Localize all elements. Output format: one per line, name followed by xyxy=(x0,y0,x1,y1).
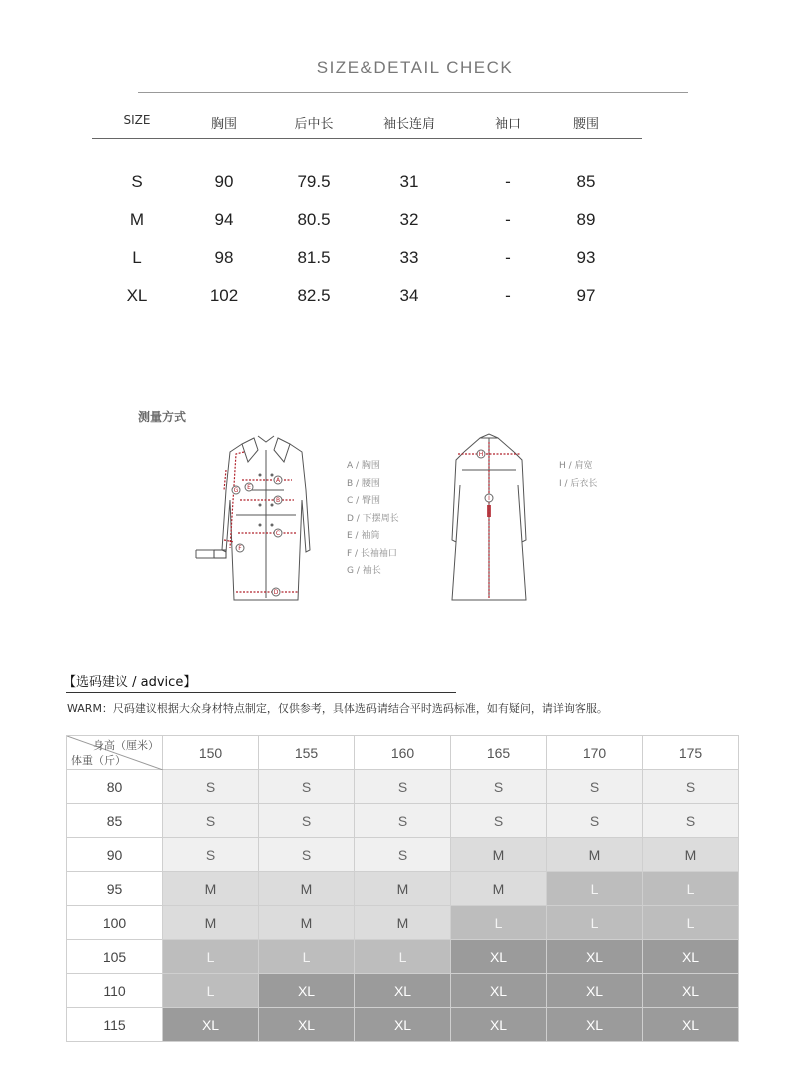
size-cell: S xyxy=(131,172,143,191)
legend-c: C / 臀围 xyxy=(347,496,381,506)
header-bust: 胸围 xyxy=(210,117,237,132)
weight-cell: 110 xyxy=(67,974,163,1008)
marker-g: G xyxy=(233,487,239,494)
marker-b: B xyxy=(275,497,281,504)
size-cell: S xyxy=(547,804,643,838)
size-cell: M xyxy=(259,872,355,906)
size-cell: S xyxy=(259,838,355,872)
size-cell: XL xyxy=(643,1008,739,1042)
size-cell: L xyxy=(259,940,355,974)
size-cell: L xyxy=(163,940,259,974)
size-cell: XL xyxy=(259,974,355,1008)
marker-d: D xyxy=(273,589,279,596)
size-cell: L xyxy=(451,906,547,940)
size-cell: L xyxy=(355,940,451,974)
size-cell: M xyxy=(129,210,145,229)
size-cell: L xyxy=(643,906,739,940)
weight-cell: 90 xyxy=(67,838,163,872)
size-table-divider xyxy=(92,138,642,139)
weight-cell: 85 xyxy=(67,804,163,838)
size-cell: S xyxy=(547,770,643,804)
legend-b: B / 腰围 xyxy=(347,478,380,489)
size-cell: S xyxy=(451,770,547,804)
size-cell: XL xyxy=(355,974,451,1008)
bust-cell: 98 xyxy=(214,248,234,267)
legend-g: G / 袖长 xyxy=(347,566,381,576)
corner-weight-label: 体重（斤） xyxy=(71,755,126,767)
table-row xyxy=(67,906,739,940)
size-cell: S xyxy=(355,804,451,838)
size-cell: XL xyxy=(547,974,643,1008)
marker-i: I xyxy=(488,495,490,502)
size-cell: M xyxy=(451,838,547,872)
size-cell: S xyxy=(259,804,355,838)
size-cell: L xyxy=(547,872,643,906)
cuff-cell: - xyxy=(505,248,511,267)
size-cell: XL xyxy=(451,974,547,1008)
measure-method-label: 测量方式 xyxy=(138,410,187,424)
table-row xyxy=(67,804,739,838)
header-cuff: 袖口 xyxy=(494,117,521,132)
cuff-cell: - xyxy=(505,210,511,229)
size-cell: XL xyxy=(547,1008,643,1042)
waist-cell: 85 xyxy=(576,172,596,191)
size-cell: S xyxy=(259,770,355,804)
length-cell: 79.5 xyxy=(297,172,331,191)
cuff-cell: - xyxy=(505,172,511,191)
size-cell: M xyxy=(259,906,355,940)
legend-e: E / 袖筒 xyxy=(347,531,380,541)
header-back-length: 后中长 xyxy=(294,117,334,132)
height-header-row xyxy=(67,736,739,770)
size-table-header xyxy=(0,113,790,133)
height-170: 170 xyxy=(547,736,643,770)
size-cell: XL xyxy=(643,940,739,974)
legend-i: I / 后衣长 xyxy=(559,478,598,489)
legend-h: H / 肩宽 xyxy=(559,461,593,471)
size-recommendation-table xyxy=(66,735,739,1042)
size-cell: S xyxy=(163,804,259,838)
legend-f: F / 长袖袖口 xyxy=(347,548,397,559)
size-cell: XL xyxy=(355,1008,451,1042)
weight-cell: 105 xyxy=(67,940,163,974)
size-cell: S xyxy=(643,770,739,804)
size-cell: M xyxy=(547,838,643,872)
size-row-s xyxy=(0,172,790,194)
length-cell: 82.5 xyxy=(297,286,331,305)
size-cell: XL xyxy=(547,940,643,974)
size-cell: L xyxy=(643,872,739,906)
size-cell: XL xyxy=(643,974,739,1008)
sleeve-cell: 31 xyxy=(399,172,419,191)
height-175: 175 xyxy=(643,736,739,770)
bust-cell: 90 xyxy=(214,172,234,191)
size-cell: L xyxy=(163,974,259,1008)
size-row-l xyxy=(0,248,790,270)
legend-d: D / 下摆周长 xyxy=(347,513,399,524)
height-155: 155 xyxy=(259,736,355,770)
sleeve-cell: 32 xyxy=(399,210,419,229)
table-row xyxy=(67,770,739,804)
marker-c: C xyxy=(275,530,281,537)
size-cell: XL xyxy=(259,1008,355,1042)
weight-cell: 95 xyxy=(67,872,163,906)
advice-heading: 【选码建议 / advice】 xyxy=(63,675,197,690)
sleeve-cell: 33 xyxy=(399,248,419,267)
advice-warm-text: WARM：尺码建议根据大众身材特点制定，仅供参考，具体选码请结合平时选码标准，如有疑问，请详询客服。 xyxy=(67,702,608,715)
size-cell: L xyxy=(547,906,643,940)
weight-cell: 115 xyxy=(67,1008,163,1042)
marker-h: H xyxy=(478,451,484,458)
size-cell: S xyxy=(163,838,259,872)
table-row xyxy=(67,838,739,872)
title-divider xyxy=(138,92,688,93)
header-sleeve: 袖长连肩 xyxy=(382,117,435,132)
waist-cell: 97 xyxy=(576,286,596,305)
coat-back-diagram xyxy=(440,430,550,605)
legend-a: A / 胸围 xyxy=(347,461,380,471)
length-cell: 80.5 xyxy=(297,210,331,229)
length-cell: 81.5 xyxy=(297,248,331,267)
back-legend xyxy=(559,458,597,493)
cuff-cell: - xyxy=(505,286,511,305)
marker-e: E xyxy=(247,484,251,491)
table-row xyxy=(67,872,739,906)
weight-cell: 80 xyxy=(67,770,163,804)
size-cell: M xyxy=(163,872,259,906)
size-cell: M xyxy=(163,906,259,940)
bust-cell: 102 xyxy=(209,286,239,305)
bust-cell: 94 xyxy=(214,210,234,229)
table-corner xyxy=(67,736,163,770)
waist-cell: 89 xyxy=(576,210,596,229)
header-size: SIZE xyxy=(123,113,151,127)
coat-front-diagram xyxy=(192,430,332,605)
height-160: 160 xyxy=(355,736,451,770)
size-cell: M xyxy=(451,872,547,906)
advice-divider xyxy=(66,692,456,693)
height-165: 165 xyxy=(451,736,547,770)
size-cell: M xyxy=(355,906,451,940)
table-row xyxy=(67,1008,739,1042)
size-cell: M xyxy=(355,872,451,906)
waist-cell: 93 xyxy=(576,248,596,267)
size-cell: XL xyxy=(451,940,547,974)
marker-f: F xyxy=(238,545,242,552)
corner-height-label: 身高（厘米） xyxy=(93,740,159,752)
recommendation-body xyxy=(67,770,739,1042)
table-row xyxy=(67,940,739,974)
size-row-xl xyxy=(0,286,790,308)
height-150: 150 xyxy=(163,736,259,770)
size-cell: S xyxy=(163,770,259,804)
marker-a: A xyxy=(275,477,281,484)
size-cell: M xyxy=(643,838,739,872)
size-cell: XL xyxy=(126,286,148,305)
size-row-m xyxy=(0,210,790,232)
page-title: SIZE&DETAIL CHECK xyxy=(316,58,514,77)
front-legend xyxy=(347,458,399,581)
size-cell: S xyxy=(355,770,451,804)
header-waist: 腰围 xyxy=(572,117,599,132)
size-cell: S xyxy=(451,804,547,838)
sleeve-cell: 34 xyxy=(399,286,419,305)
size-cell: L xyxy=(132,248,142,267)
size-cell: S xyxy=(643,804,739,838)
size-cell: XL xyxy=(451,1008,547,1042)
weight-cell: 100 xyxy=(67,906,163,940)
size-cell: XL xyxy=(163,1008,259,1042)
table-row xyxy=(67,974,739,1008)
size-cell: S xyxy=(355,838,451,872)
